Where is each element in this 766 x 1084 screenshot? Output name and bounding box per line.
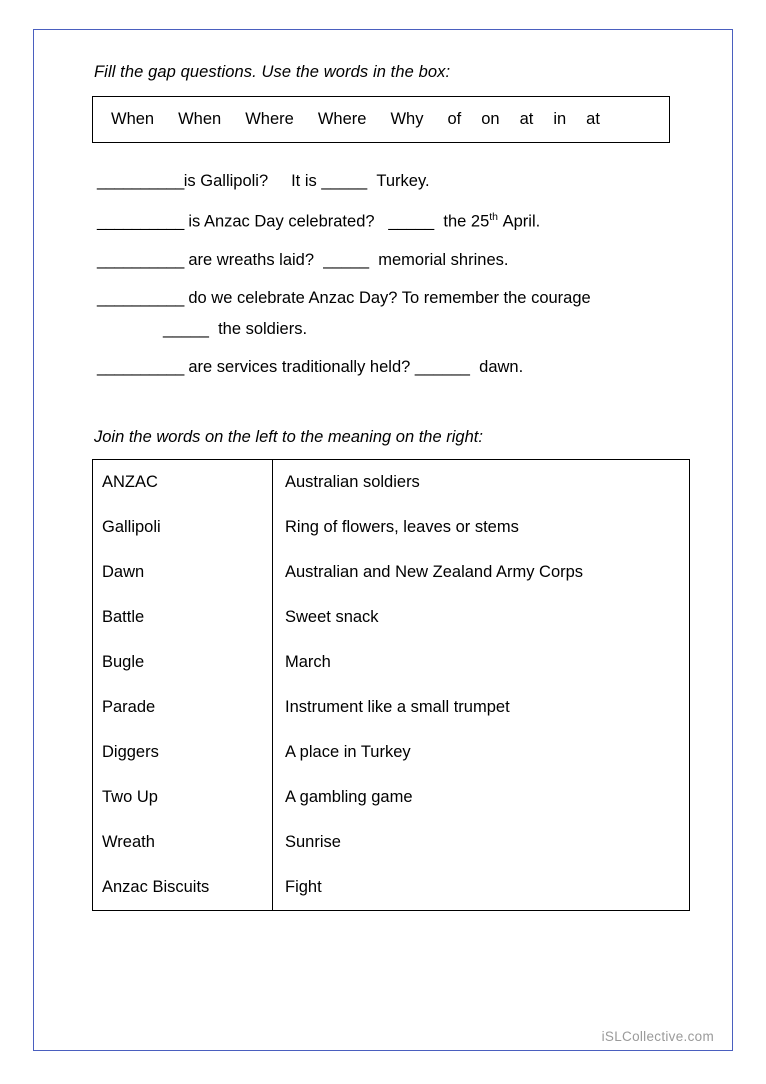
question-2-text-1: is Anzac Day celebrated? bbox=[188, 212, 375, 230]
match-meaning[interactable]: A place in Turkey bbox=[273, 730, 690, 775]
match-word[interactable]: Parade bbox=[93, 685, 273, 730]
question-4-gap[interactable]: _____ bbox=[163, 319, 209, 338]
table-row[interactable] bbox=[93, 595, 690, 640]
worksheet-page bbox=[33, 29, 733, 1051]
table-row[interactable] bbox=[93, 730, 690, 775]
question-2-ordinal-suffix: th bbox=[489, 210, 499, 223]
match-meaning[interactable]: Sunrise bbox=[273, 820, 690, 865]
question-1 bbox=[94, 173, 692, 190]
table-row[interactable] bbox=[93, 865, 690, 911]
match-meaning[interactable]: Fight bbox=[273, 865, 690, 911]
question-1-gap[interactable]: _____ bbox=[321, 172, 368, 190]
word-bank-item: at bbox=[519, 110, 534, 128]
match-meaning[interactable]: A gambling game bbox=[273, 775, 690, 820]
question-3-text-1: are wreaths laid? bbox=[188, 250, 315, 269]
question-1-text-2: It is bbox=[291, 172, 317, 190]
table-row[interactable] bbox=[93, 459, 690, 505]
question-2 bbox=[94, 212, 692, 230]
word-bank-item: Why bbox=[390, 110, 424, 128]
table-row[interactable] bbox=[93, 505, 690, 550]
match-word[interactable]: Anzac Biscuits bbox=[93, 865, 273, 911]
instruction-fill-the-gap: Fill the gap questions. Use the words in the box: bbox=[94, 63, 451, 81]
word-bank-item: Where bbox=[317, 110, 367, 128]
match-meaning[interactable]: Ring of flowers, leaves or stems bbox=[273, 505, 690, 550]
question-4-text-2: the soldiers. bbox=[218, 319, 308, 338]
site-watermark: iSLCollective.com bbox=[601, 1029, 714, 1044]
question-3-blank[interactable]: __________ bbox=[97, 250, 184, 269]
table-row[interactable] bbox=[93, 550, 690, 595]
question-2-gap[interactable]: _____ bbox=[388, 212, 435, 230]
question-5-gap[interactable]: ______ bbox=[414, 358, 470, 376]
word-bank-item: in bbox=[553, 110, 567, 128]
word-bank-list bbox=[111, 110, 651, 129]
question-1-blank[interactable]: __________ bbox=[97, 172, 184, 190]
match-word[interactable]: Battle bbox=[93, 595, 273, 640]
question-4-blank[interactable]: __________ bbox=[97, 289, 184, 307]
match-meaning[interactable]: March bbox=[273, 640, 690, 685]
table-row[interactable] bbox=[93, 685, 690, 730]
word-bank-item: When bbox=[178, 110, 222, 128]
match-word[interactable]: ANZAC bbox=[93, 459, 273, 505]
question-4 bbox=[94, 290, 692, 337]
question-2-blank[interactable]: __________ bbox=[97, 212, 184, 230]
worksheet-content bbox=[92, 63, 692, 911]
matching-table bbox=[92, 459, 690, 911]
question-2-text-2: the 25 bbox=[443, 212, 490, 230]
question-2-text-3: April. bbox=[502, 212, 541, 230]
question-5-text-1: are services traditionally held? bbox=[188, 358, 411, 376]
match-word[interactable]: Dawn bbox=[93, 550, 273, 595]
word-bank-item: on bbox=[481, 110, 500, 128]
match-word[interactable]: Diggers bbox=[93, 730, 273, 775]
match-word[interactable]: Bugle bbox=[93, 640, 273, 685]
question-4-text-1: do we celebrate Anzac Day? To remember the courage bbox=[188, 289, 591, 307]
word-bank-box bbox=[92, 96, 670, 143]
table-row[interactable] bbox=[93, 820, 690, 865]
match-word[interactable]: Gallipoli bbox=[93, 505, 273, 550]
question-1-text-1: is Gallipoli? bbox=[183, 172, 269, 190]
word-bank-item: of bbox=[447, 110, 462, 128]
question-3 bbox=[94, 252, 692, 269]
match-meaning[interactable]: Instrument like a small trumpet bbox=[273, 685, 690, 730]
question-5-text-2: dawn. bbox=[479, 358, 524, 376]
match-word[interactable]: Wreath bbox=[93, 820, 273, 865]
question-4-second-line bbox=[97, 321, 692, 338]
word-bank-item: Where bbox=[245, 110, 294, 128]
match-word[interactable]: Two Up bbox=[93, 775, 273, 820]
fill-gap-questions bbox=[94, 173, 692, 376]
table-row[interactable] bbox=[93, 640, 690, 685]
word-bank-item: When bbox=[111, 110, 155, 128]
match-meaning[interactable]: Australian soldiers bbox=[273, 459, 690, 505]
question-3-text-2: memorial shrines. bbox=[378, 250, 509, 269]
question-3-gap[interactable]: _____ bbox=[323, 250, 370, 269]
instruction-matching: Join the words on the left to the meaning on the right: bbox=[94, 427, 483, 446]
word-bank-item: at bbox=[586, 110, 600, 128]
match-meaning[interactable]: Sweet snack bbox=[273, 595, 690, 640]
question-5 bbox=[94, 359, 692, 376]
match-meaning[interactable]: Australian and New Zealand Army Corps bbox=[273, 550, 690, 595]
table-row[interactable] bbox=[93, 775, 690, 820]
question-1-text-3: Turkey. bbox=[376, 172, 430, 190]
question-5-blank[interactable]: __________ bbox=[97, 358, 184, 376]
